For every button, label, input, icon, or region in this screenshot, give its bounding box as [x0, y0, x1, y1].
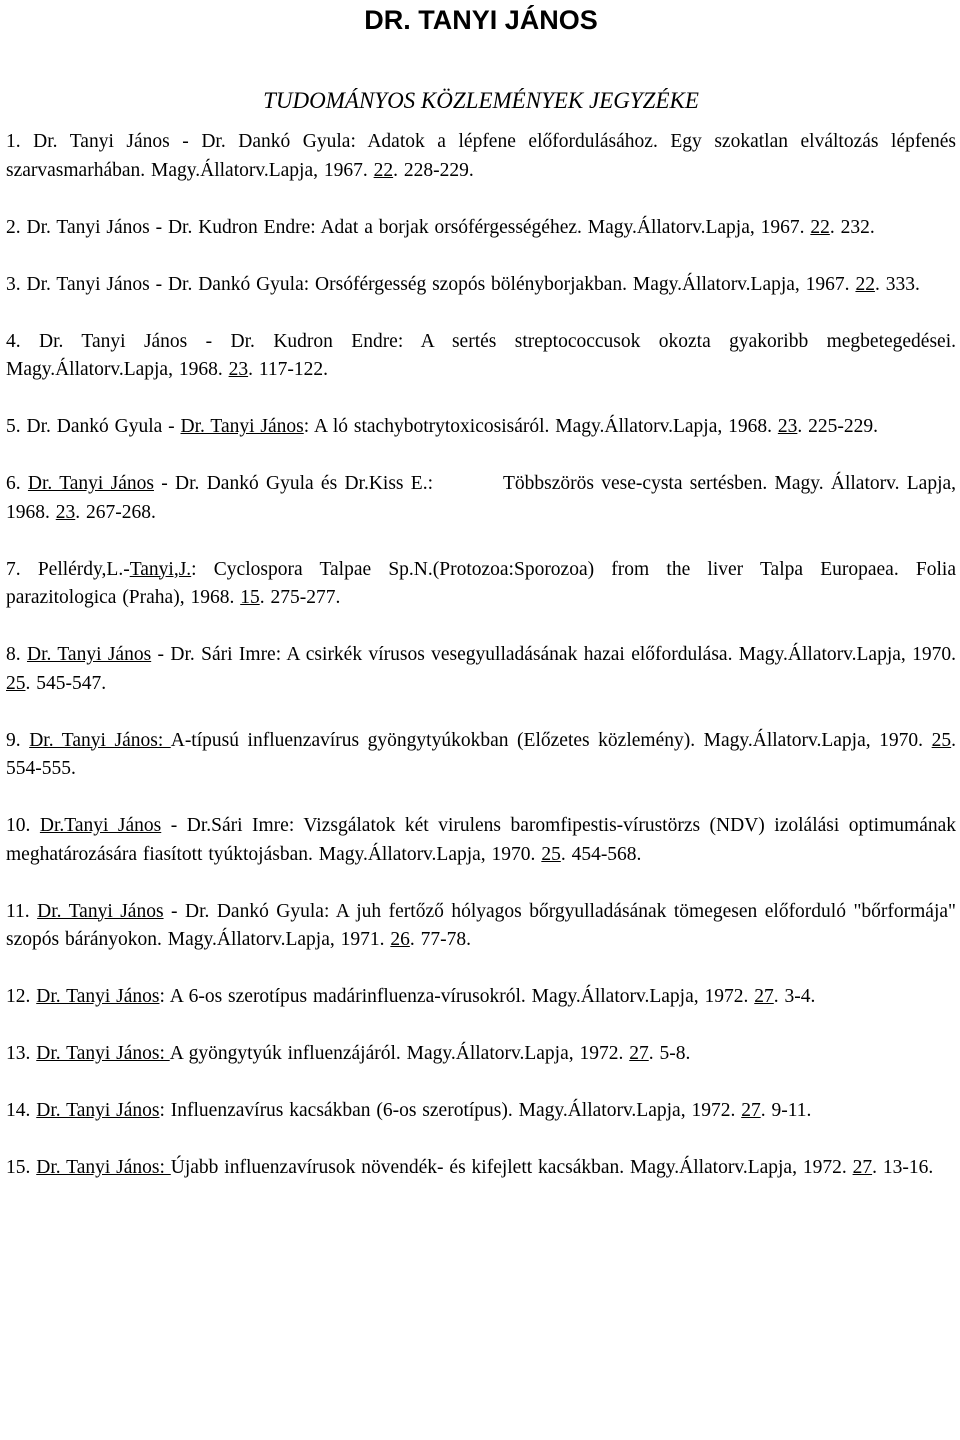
entry-text: 3. Dr. Tanyi János - Dr. Dankó Gyula: Orsóférgesség szopós bölényborjakban. Magy.Állatorv.Lapja, 1967.: [6, 273, 856, 295]
entry-text: . 3-4.: [773, 986, 816, 1007]
entry-underlined-text: 25: [541, 843, 561, 865]
publication-entry: [6, 271, 956, 300]
entry-text: 7. Pellérdy,L.-: [6, 558, 130, 580]
entry-underlined-text: Dr. Tanyi János:: [29, 729, 171, 751]
entry-underlined-text: 23: [777, 416, 798, 437]
publication-entry: [6, 1154, 956, 1183]
entry-text: . 228-229.: [393, 159, 474, 181]
entry-text: . 545-547.: [25, 672, 107, 694]
entry-text: 4. Dr. Tanyi János - Dr. Kudron Endre: A sertés streptococcusok okozta gyakoribb megbetegedései. Magy.Állatorv.Lapja, 1968.: [6, 330, 956, 380]
publication-entry: [6, 983, 956, 1012]
entry-underlined-text: 27: [741, 1100, 761, 1121]
entry-underlined-text: 27: [852, 1157, 873, 1178]
entry-text: A gyöngytyúk influenzájáról. Magy.Állatorv.Lapja, 1972.: [169, 1043, 630, 1064]
entry-underlined-text: Dr. Tanyi János: [36, 1100, 160, 1121]
entry-text: . 267-268.: [75, 501, 156, 523]
entry-text: . 77-78.: [409, 929, 471, 950]
entry-text: . 232.: [829, 216, 875, 238]
publication-entry: [6, 641, 956, 698]
entry-text: 13.: [6, 1043, 37, 1064]
publication-entry: [6, 727, 956, 784]
publication-entry: [6, 328, 956, 385]
entry-underlined-text: 26: [390, 929, 410, 950]
entry-underlined-text: Dr. Tanyi János:: [36, 1043, 170, 1064]
entry-text: 6.: [6, 473, 28, 494]
entry-text: 10.: [6, 815, 40, 836]
entry-underlined-text: Tanyi,J.: [129, 558, 192, 580]
entry-text: Többszörös vese-cysta sertésben. Magy. Állatorv. Lapja, 1968.: [6, 473, 957, 523]
entry-text: 1. Dr. Tanyi János - Dr. Dankó Gyula: Adatok a lépfene előfordulásához. Egy szokatlan elváltozás lépfenés szarvasmarhában. Magy.Állatorv.Lapja, 1967.: [6, 131, 956, 181]
entry-text: Újabb influenzavírusok növendék- és kifejlett kacsákban. Magy.Állatorv.Lapja, 1972.: [170, 1157, 853, 1178]
publication-entry: [6, 214, 956, 243]
entry-text: . 13-16.: [872, 1157, 934, 1178]
entry-text: : Influenzavírus kacsákban (6-os szerotípus). Magy.Állatorv.Lapja, 1972.: [159, 1100, 742, 1121]
entry-text: . 554-555.: [6, 729, 957, 779]
entry-underlined-text: 27: [754, 986, 774, 1007]
entry-underlined-text: Dr. Tanyi János: [26, 644, 152, 665]
entry-text: . 117-122.: [248, 359, 328, 380]
publication-list: [6, 128, 956, 1183]
entry-underlined-text: Dr. Tanyi János: [27, 473, 154, 494]
entry-underlined-text: 22: [810, 216, 830, 238]
entry-underlined-text: 23: [55, 501, 76, 523]
entry-text: - Dr.Sári Imre: Vizsgálatok két virulens baromfipestis-vírustörzs (NDV) izolálási optimumának meghatározására fiasított tyúktojásban. Magy.Állatorv.Lapja, 1970.: [6, 815, 957, 865]
entry-underlined-text: 25: [6, 672, 26, 694]
entry-text: A-típusú influenzavírus gyöngytyúkokban (Előzetes közlemény). Magy.Állatorv.Lapja, 1970.: [170, 729, 932, 751]
entry-underlined-text: 23: [228, 359, 249, 380]
entry-text: . 454-568.: [560, 843, 642, 865]
entry-underlined-text: 27: [629, 1043, 649, 1064]
entry-underlined-text: Dr. Tanyi János: [180, 416, 304, 437]
entry-underlined-text: Dr.Tanyi János: [39, 815, 162, 836]
publication-entry: [6, 556, 956, 613]
entry-underlined-text: Dr. Tanyi János: [37, 900, 164, 922]
entry-text: - Dr. Sári Imre: A csirkék vírusos vesegyulladásának hazai előfordulása. Magy.Állatorv.Lapja, 1970.: [151, 644, 956, 665]
entry-text: : A ló stachybotrytoxicosisáról. Magy.Állatorv.Lapja, 1968.: [303, 416, 778, 437]
author-heading: DR. TANYI JÁNOS: [364, 5, 598, 35]
publication-entry: [6, 128, 956, 185]
publication-entry: [6, 1040, 956, 1069]
entry-text: . 225-229.: [797, 416, 878, 437]
entry-underlined-text: 22: [855, 273, 875, 295]
entry-text: 9.: [6, 729, 30, 751]
entry-text: 2. Dr. Tanyi János - Dr. Kudron Endre: Adat a borjak orsóférgességéhez. Magy.Állatorv.Lapja, 1967.: [6, 216, 811, 238]
entry-text: . 333.: [874, 273, 920, 295]
entry-underlined-text: 25: [931, 729, 952, 751]
entry-underlined-text: Dr. Tanyi János: [36, 986, 160, 1007]
publication-entry: [6, 470, 956, 527]
entry-text: 11.: [6, 900, 38, 922]
entry-text: . 5-8.: [648, 1043, 691, 1064]
entry-text: 15.: [6, 1157, 37, 1178]
entry-text: 5. Dr. Dankó Gyula -: [6, 416, 181, 437]
entry-text: : A 6-os szerotípus madárinfluenza-vírusokról. Magy.Állatorv.Lapja, 1972.: [159, 986, 755, 1007]
entry-underlined-text: Dr. Tanyi János:: [36, 1157, 171, 1178]
publication-entry: [6, 1097, 956, 1126]
entry-text: - Dr. Dankó Gyula: A juh fertőző hólyagos bőrgyulladásának tömegesen előforduló "bőrformája" szopós bárányokon. Magy.Állatorv.Lapja, 1971.: [6, 900, 956, 950]
entry-text: . 9-11.: [760, 1100, 812, 1121]
entry-text: 14.: [6, 1100, 37, 1121]
entry-text: . 275-277.: [259, 587, 341, 608]
publication-entry: [6, 898, 956, 955]
document-page: [6, 0, 956, 1211]
publication-entry: [6, 812, 956, 869]
publication-entry: [6, 413, 956, 442]
entry-text: 12.: [6, 986, 37, 1007]
entry-underlined-text: 15: [240, 587, 260, 608]
publication-list-title: TUDOMÁNYOS KÖZLEMÉNYEK JEGYZÉKE: [263, 88, 699, 113]
entry-text: 8.: [6, 644, 27, 665]
entry-text: : Cyclospora Talpae Sp.N.(Protozoa:Sporozoa) from the liver Talpa Europaea. Folia parazitologica (Praha), 1968.: [6, 558, 956, 608]
entry-text: - Dr. Dankó Gyula és Dr.Kiss E.:: [153, 473, 433, 494]
entry-underlined-text: 22: [373, 159, 394, 181]
